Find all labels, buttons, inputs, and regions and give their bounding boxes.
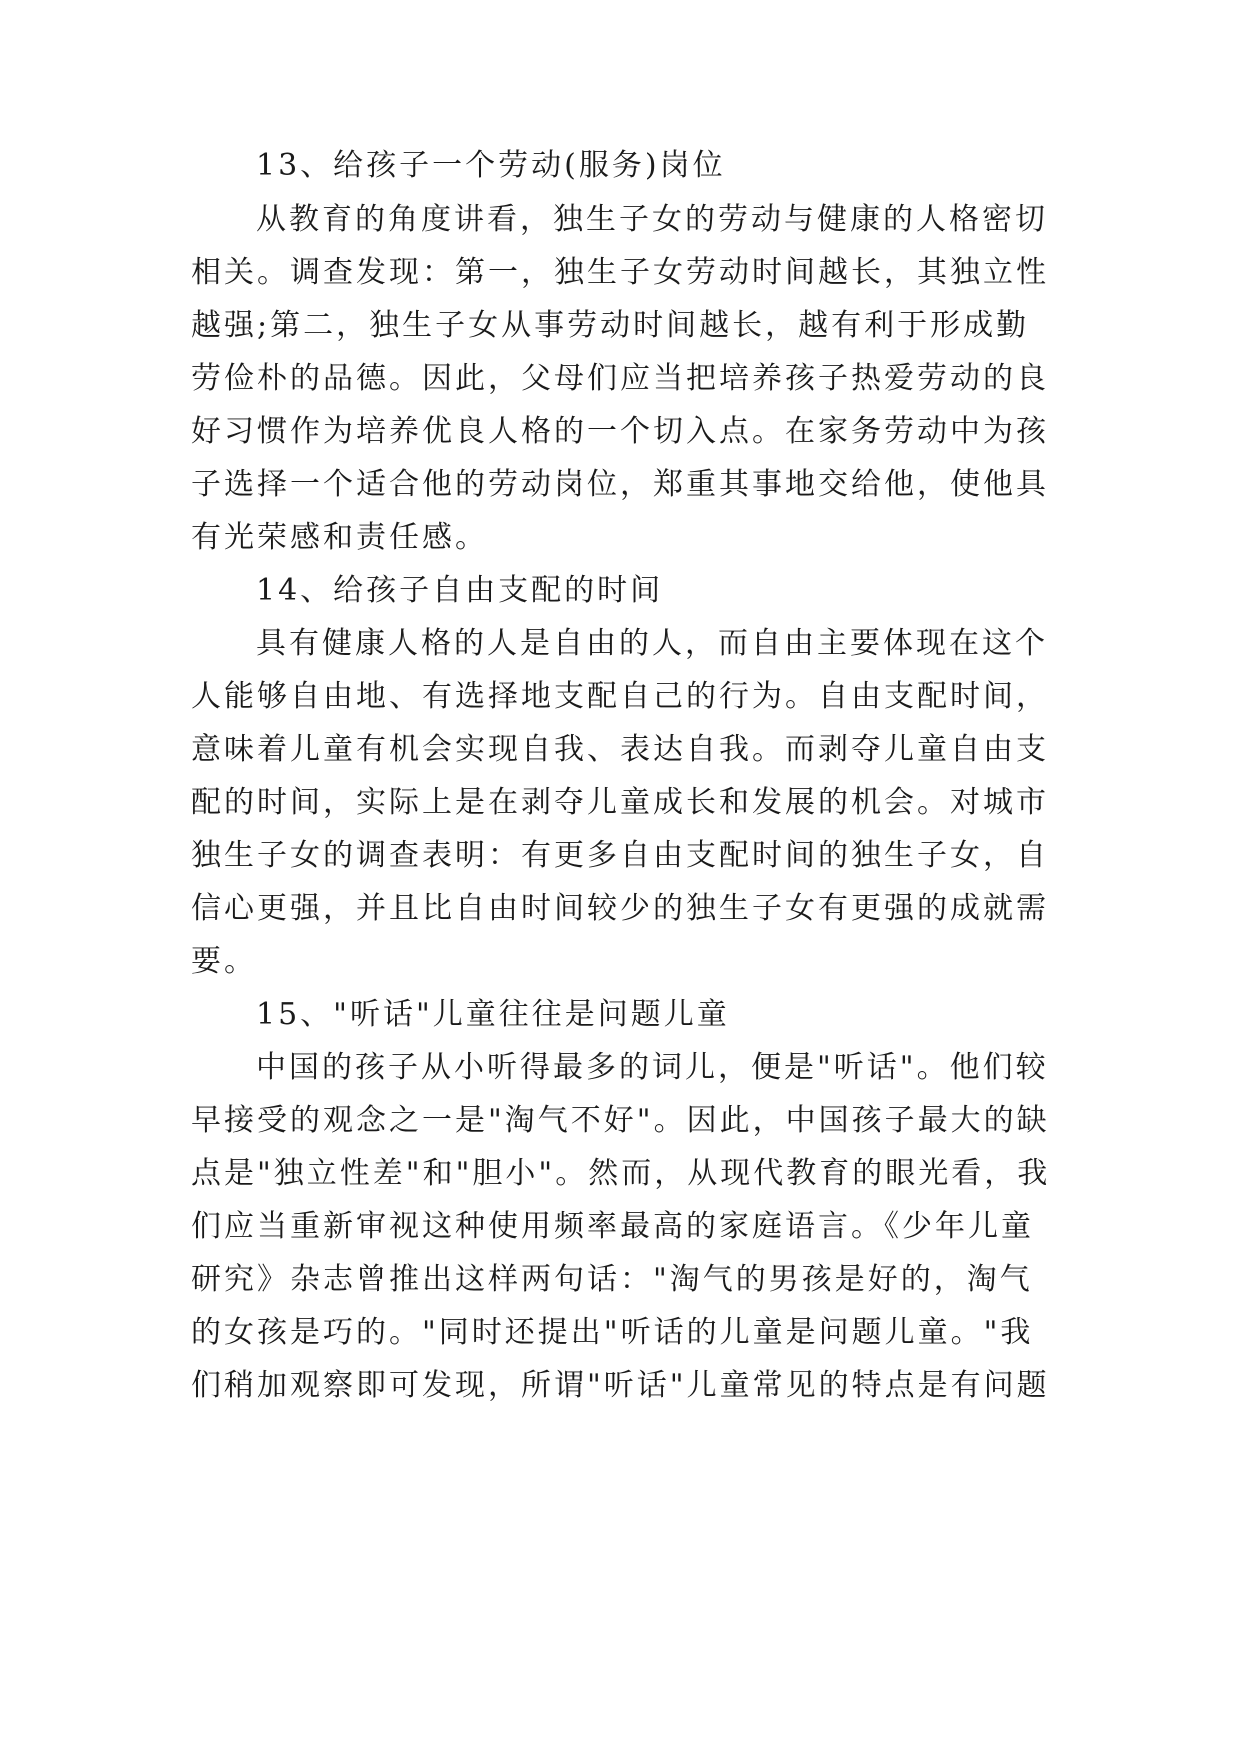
section-14-line-3: 意味着儿童有机会实现自我、表达自我。而剥夺儿童自由支	[191, 732, 1049, 767]
section-15-line-2: 早接受的观念之一是"淘气不好"。因此，中国孩子最大的缺	[191, 1103, 1050, 1138]
section-15-line-4: 们应当重新审视这种使用频率最高的家庭语言。《少年儿童	[191, 1209, 1034, 1244]
section-13-line-2: 相关。调查发现：第一，独生子女劳动时间越长，其独立性	[191, 255, 1049, 290]
section-13-line-7: 有光荣感和责任感。	[191, 520, 488, 555]
section-14-line-4: 配的时间，实际上是在剥夺儿童成长和发展的机会。对城市	[191, 785, 1049, 820]
section-13-line-4: 劳俭朴的品德。因此，父母们应当把培养孩子热爱劳动的良	[191, 361, 1049, 396]
section-14-line-6: 信心更强，并且比自由时间较少的独生子女有更强的成就需	[191, 891, 1049, 926]
section-15-line-7: 们稍加观察即可发现，所谓"听话"儿童常见的特点是有问题	[191, 1368, 1050, 1403]
section-14-heading: 14、给孩子自由支配的时间	[256, 573, 664, 608]
section-13-line-5: 好习惯作为培养优良人格的一个切入点。在家务劳动中为孩	[191, 414, 1049, 449]
section-14-line-5: 独生子女的调查表明：有更多自由支配时间的独生子女，自	[191, 838, 1049, 873]
section-15-line-6: 的女孩是巧的。"同时还提出"听话的儿童是问题儿童。"我	[191, 1315, 1034, 1350]
section-13-line-6: 子选择一个适合他的劳动岗位，郑重其事地交给他，使他具	[191, 467, 1049, 502]
section-15-heading: 15、"听话"儿童往往是问题儿童	[256, 997, 730, 1032]
section-14-line-2: 人能够自由地、有选择地支配自己的行为。自由支配时间，	[191, 679, 1049, 714]
section-15-line-3: 点是"独立性差"和"胆小"。然而，从现代教育的眼光看，我	[191, 1156, 1051, 1191]
section-14-line-1: 具有健康人格的人是自由的人，而自由主要体现在这个	[256, 626, 1048, 661]
section-15-line-1: 中国的孩子从小听得最多的词儿，便是"听话"。他们较	[256, 1050, 1049, 1085]
section-15-line-5: 研究》杂志曾推出这样两句话："淘气的男孩是好的，淘气	[191, 1262, 1033, 1297]
section-13-line-1: 从教育的角度讲看，独生子女的劳动与健康的人格密切	[256, 202, 1048, 237]
section-13-line-3: 越强;第二，独生子女从事劳动时间越长，越有利于形成勤	[191, 308, 1030, 343]
section-14-line-7: 要。	[191, 944, 257, 979]
section-13-heading: 13、给孩子一个劳动(服务)岗位	[256, 148, 726, 183]
